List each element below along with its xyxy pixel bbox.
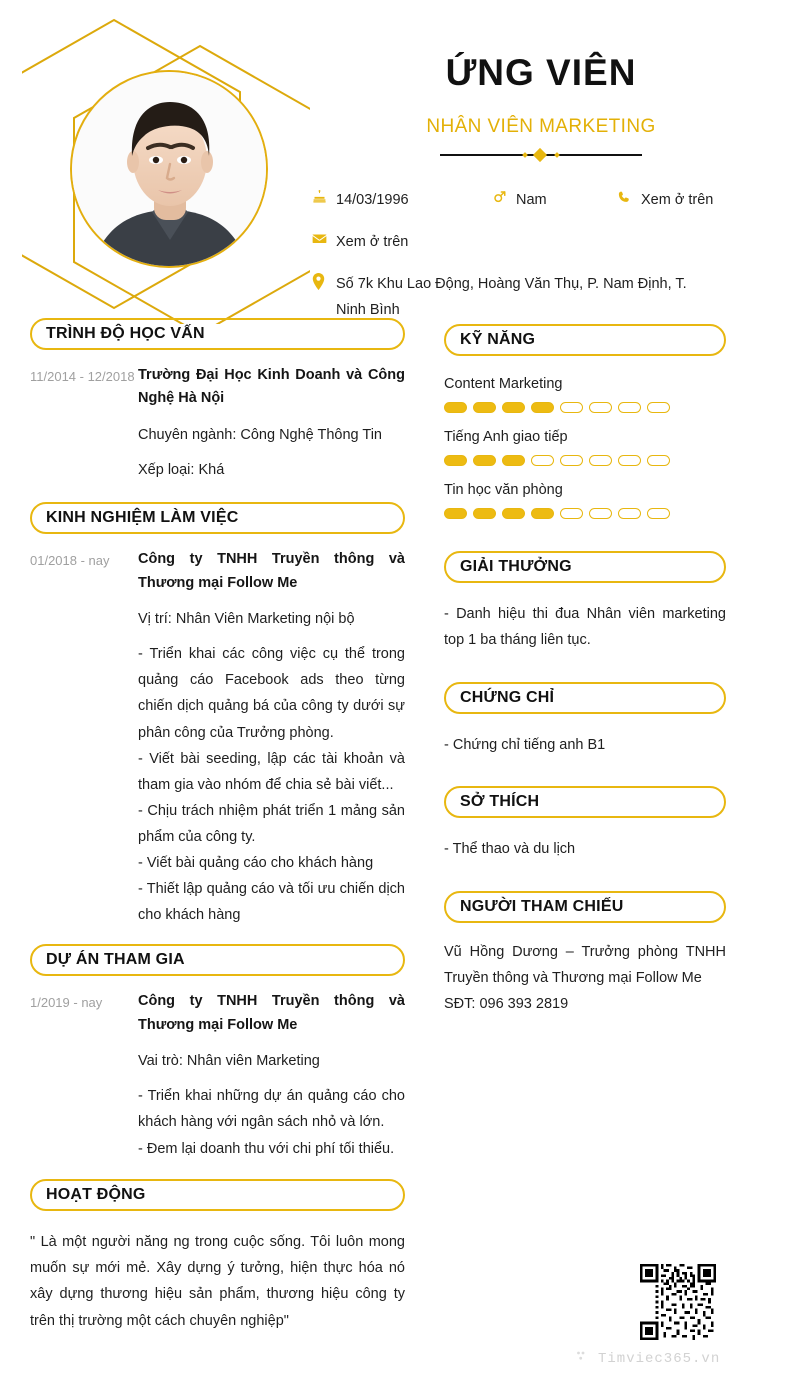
projects-line: Vai trò: Nhân viên Marketing <box>138 1053 320 1070</box>
section-heading-skills <box>444 324 726 356</box>
skill-rating-pill <box>647 402 670 413</box>
section-heading-projects <box>30 944 405 976</box>
right-column <box>444 324 726 1028</box>
skill-rating-pill <box>589 508 612 519</box>
email-icon <box>312 230 336 248</box>
contact-info <box>306 187 776 323</box>
section-heading-awards <box>444 551 726 583</box>
contact-address <box>312 271 776 323</box>
skill-rating-pill <box>647 455 670 466</box>
education-entry <box>30 364 405 492</box>
education-period: 11/2014 - 12/2018 <box>30 369 135 384</box>
skill-rating-pill <box>444 455 467 466</box>
references-phone: SĐT: 096 393 2819 <box>444 996 569 1013</box>
email-value: Xem ở trên <box>336 234 409 251</box>
skill-rating-pill <box>560 402 583 413</box>
references-heading-label: NGƯỜI THAM CHIẾU <box>460 897 624 915</box>
education-line: Xếp loại: Khá <box>138 462 225 479</box>
skill-name: Tiếng Anh giao tiếp <box>444 429 568 445</box>
brand-label: Timviec365.vn <box>598 1350 721 1367</box>
hobbies-text: - Thể thao và du lịch <box>444 841 576 858</box>
contact-phone <box>617 187 713 213</box>
experience-line: - Triển khai các công việc cụ thể trong quảng cáo Facebook ads theo từng chiến dịch quảng bá của công ty dưới sự phân công của Trưởng phòng. <box>138 646 405 741</box>
phone-value: Xem ở trên <box>641 192 714 208</box>
skill-item <box>444 429 726 466</box>
section-heading-education <box>30 318 405 350</box>
experience-heading-label: KINH NGHIỆM LÀM VIỆC <box>46 509 239 527</box>
phone-icon <box>617 188 641 206</box>
birthday-cake-icon <box>312 188 336 206</box>
skill-rating-pill <box>531 508 554 519</box>
address-value: Số 7k Khu Lao Động, Hoàng Văn Thụ, P. Nam Định, T. Ninh Bình <box>336 276 687 319</box>
references-name: Vũ Hồng Dương – Trưởng phòng TNHH Truyền thông và Thương mại Follow Me <box>444 943 726 986</box>
qr-code <box>640 1264 716 1345</box>
skill-rating-pill <box>531 455 554 466</box>
projects-line: - Đem lại doanh thu với chi phí tối thiểu. <box>138 1140 395 1157</box>
skills-list <box>444 376 726 519</box>
skill-rating-pill <box>444 508 467 519</box>
certificates-text: - Chứng chỉ tiếng anh B1 <box>444 736 606 753</box>
page-title: ỨNG VIÊN <box>445 52 637 93</box>
activities-text: " Là một người năng ng trong cuộc sống. Tôi luôn mong muốn sự mới mẻ. Xây dựng ý tưởng, hiện thực hóa nó xây dựng thương hiệu sản phẩm, thương hiệu công ty trên thị trường một cách chuyên nghiệp" <box>30 1233 405 1329</box>
experience-line: Vị trí: Nhân Viên Marketing nội bộ <box>138 611 355 628</box>
skills-heading-label: KỸ NĂNG <box>460 331 536 348</box>
skill-rating <box>444 455 726 466</box>
contact-gender <box>492 187 617 213</box>
section-heading-hobbies <box>444 786 726 818</box>
skill-rating-pill <box>647 508 670 519</box>
section-heading-certificates <box>444 682 726 714</box>
experience-org: Công ty TNHH Truyền thông và Thương mại Follow Me <box>138 551 405 591</box>
section-heading-experience <box>30 502 405 534</box>
location-pin-icon <box>312 272 336 290</box>
avatar <box>70 70 268 268</box>
birthday-value: 14/03/1996 <box>336 192 409 208</box>
gender-value: Nam <box>516 192 547 208</box>
job-title: NHÂN VIÊN MARKETING <box>426 116 656 137</box>
skill-item <box>444 482 726 519</box>
skill-rating-pill <box>444 402 467 413</box>
experience-line: - Thiết lập quảng cáo và tối ưu chiến dịch cho khách hàng <box>138 881 405 924</box>
skill-rating-pill <box>560 455 583 466</box>
awards-heading-label: GIẢI THƯỞNG <box>460 558 572 575</box>
experience-line: - Viết bài seeding, lập các tài khoản và tham gia vào nhóm để chia sẻ bài viết... <box>138 750 405 793</box>
certificates-heading-label: CHỨNG CHỈ <box>460 688 555 706</box>
title-divider <box>440 149 642 161</box>
qr-code-icon <box>640 1264 716 1340</box>
skill-rating-pill <box>502 455 525 466</box>
photo-frame <box>22 14 310 324</box>
skill-name: Content Marketing <box>444 376 563 392</box>
section-heading-references <box>444 891 726 923</box>
skill-rating-pill <box>502 508 525 519</box>
skill-rating-pill <box>560 508 583 519</box>
education-org: Trường Đại Học Kinh Doanh và Công Nghệ Hà Nội <box>138 367 405 407</box>
projects-org: Công ty TNHH Truyền thông và Thương mại Follow Me <box>138 993 405 1033</box>
contact-email <box>312 229 776 255</box>
education-heading-label: TRÌNH ĐỘ HỌC VẤN <box>46 325 205 342</box>
experience-period: 01/2018 - nay <box>30 553 110 569</box>
contact-birthday <box>312 187 492 213</box>
experience-line: - Chịu trách nhiệm phát triển 1 mảng sản phẩm của công ty. <box>138 802 405 845</box>
projects-heading-label: DỰ ÁN THAM GIA <box>46 951 185 969</box>
skill-rating-pill <box>618 402 641 413</box>
left-column <box>30 318 405 1344</box>
cv-header <box>0 0 800 318</box>
skill-rating-pill <box>589 402 612 413</box>
skill-rating-pill <box>618 508 641 519</box>
skill-rating-pill <box>531 402 554 413</box>
experience-line: - Viết bài quảng cáo cho khách hàng <box>138 854 374 871</box>
section-heading-activities <box>30 1179 405 1211</box>
awards-text: - Danh hiệu thi đua Nhân viên marketing top 1 ba tháng liên tục. <box>444 606 726 649</box>
skill-rating <box>444 402 726 413</box>
skill-rating-pill <box>589 455 612 466</box>
skill-rating-pill <box>473 508 496 519</box>
skill-rating-pill <box>473 402 496 413</box>
skill-name: Tin học văn phòng <box>444 482 563 498</box>
experience-entry <box>30 548 405 928</box>
skill-rating-pill <box>502 402 525 413</box>
activities-heading-label: HOẠT ĐỘNG <box>46 1185 146 1203</box>
skill-rating <box>444 508 726 519</box>
projects-line: - Triển khai những dự án quảng cáo cho khách hàng với ngân sách nhỏ và lớn. <box>138 1088 405 1131</box>
brand-footer <box>576 1350 720 1367</box>
education-line: Chuyên ngành: Công Nghệ Thông Tin <box>138 426 382 443</box>
skill-rating-pill <box>618 455 641 466</box>
skill-rating-pill <box>473 455 496 466</box>
projects-period: 1/2019 - nay <box>30 995 103 1011</box>
skill-item <box>444 376 726 413</box>
projects-entry <box>30 990 405 1161</box>
timviec-logo-icon <box>576 1350 590 1367</box>
gender-male-icon <box>492 188 516 206</box>
contact-row-primary <box>312 187 776 213</box>
hobbies-heading-label: SỞ THÍCH <box>460 793 540 811</box>
